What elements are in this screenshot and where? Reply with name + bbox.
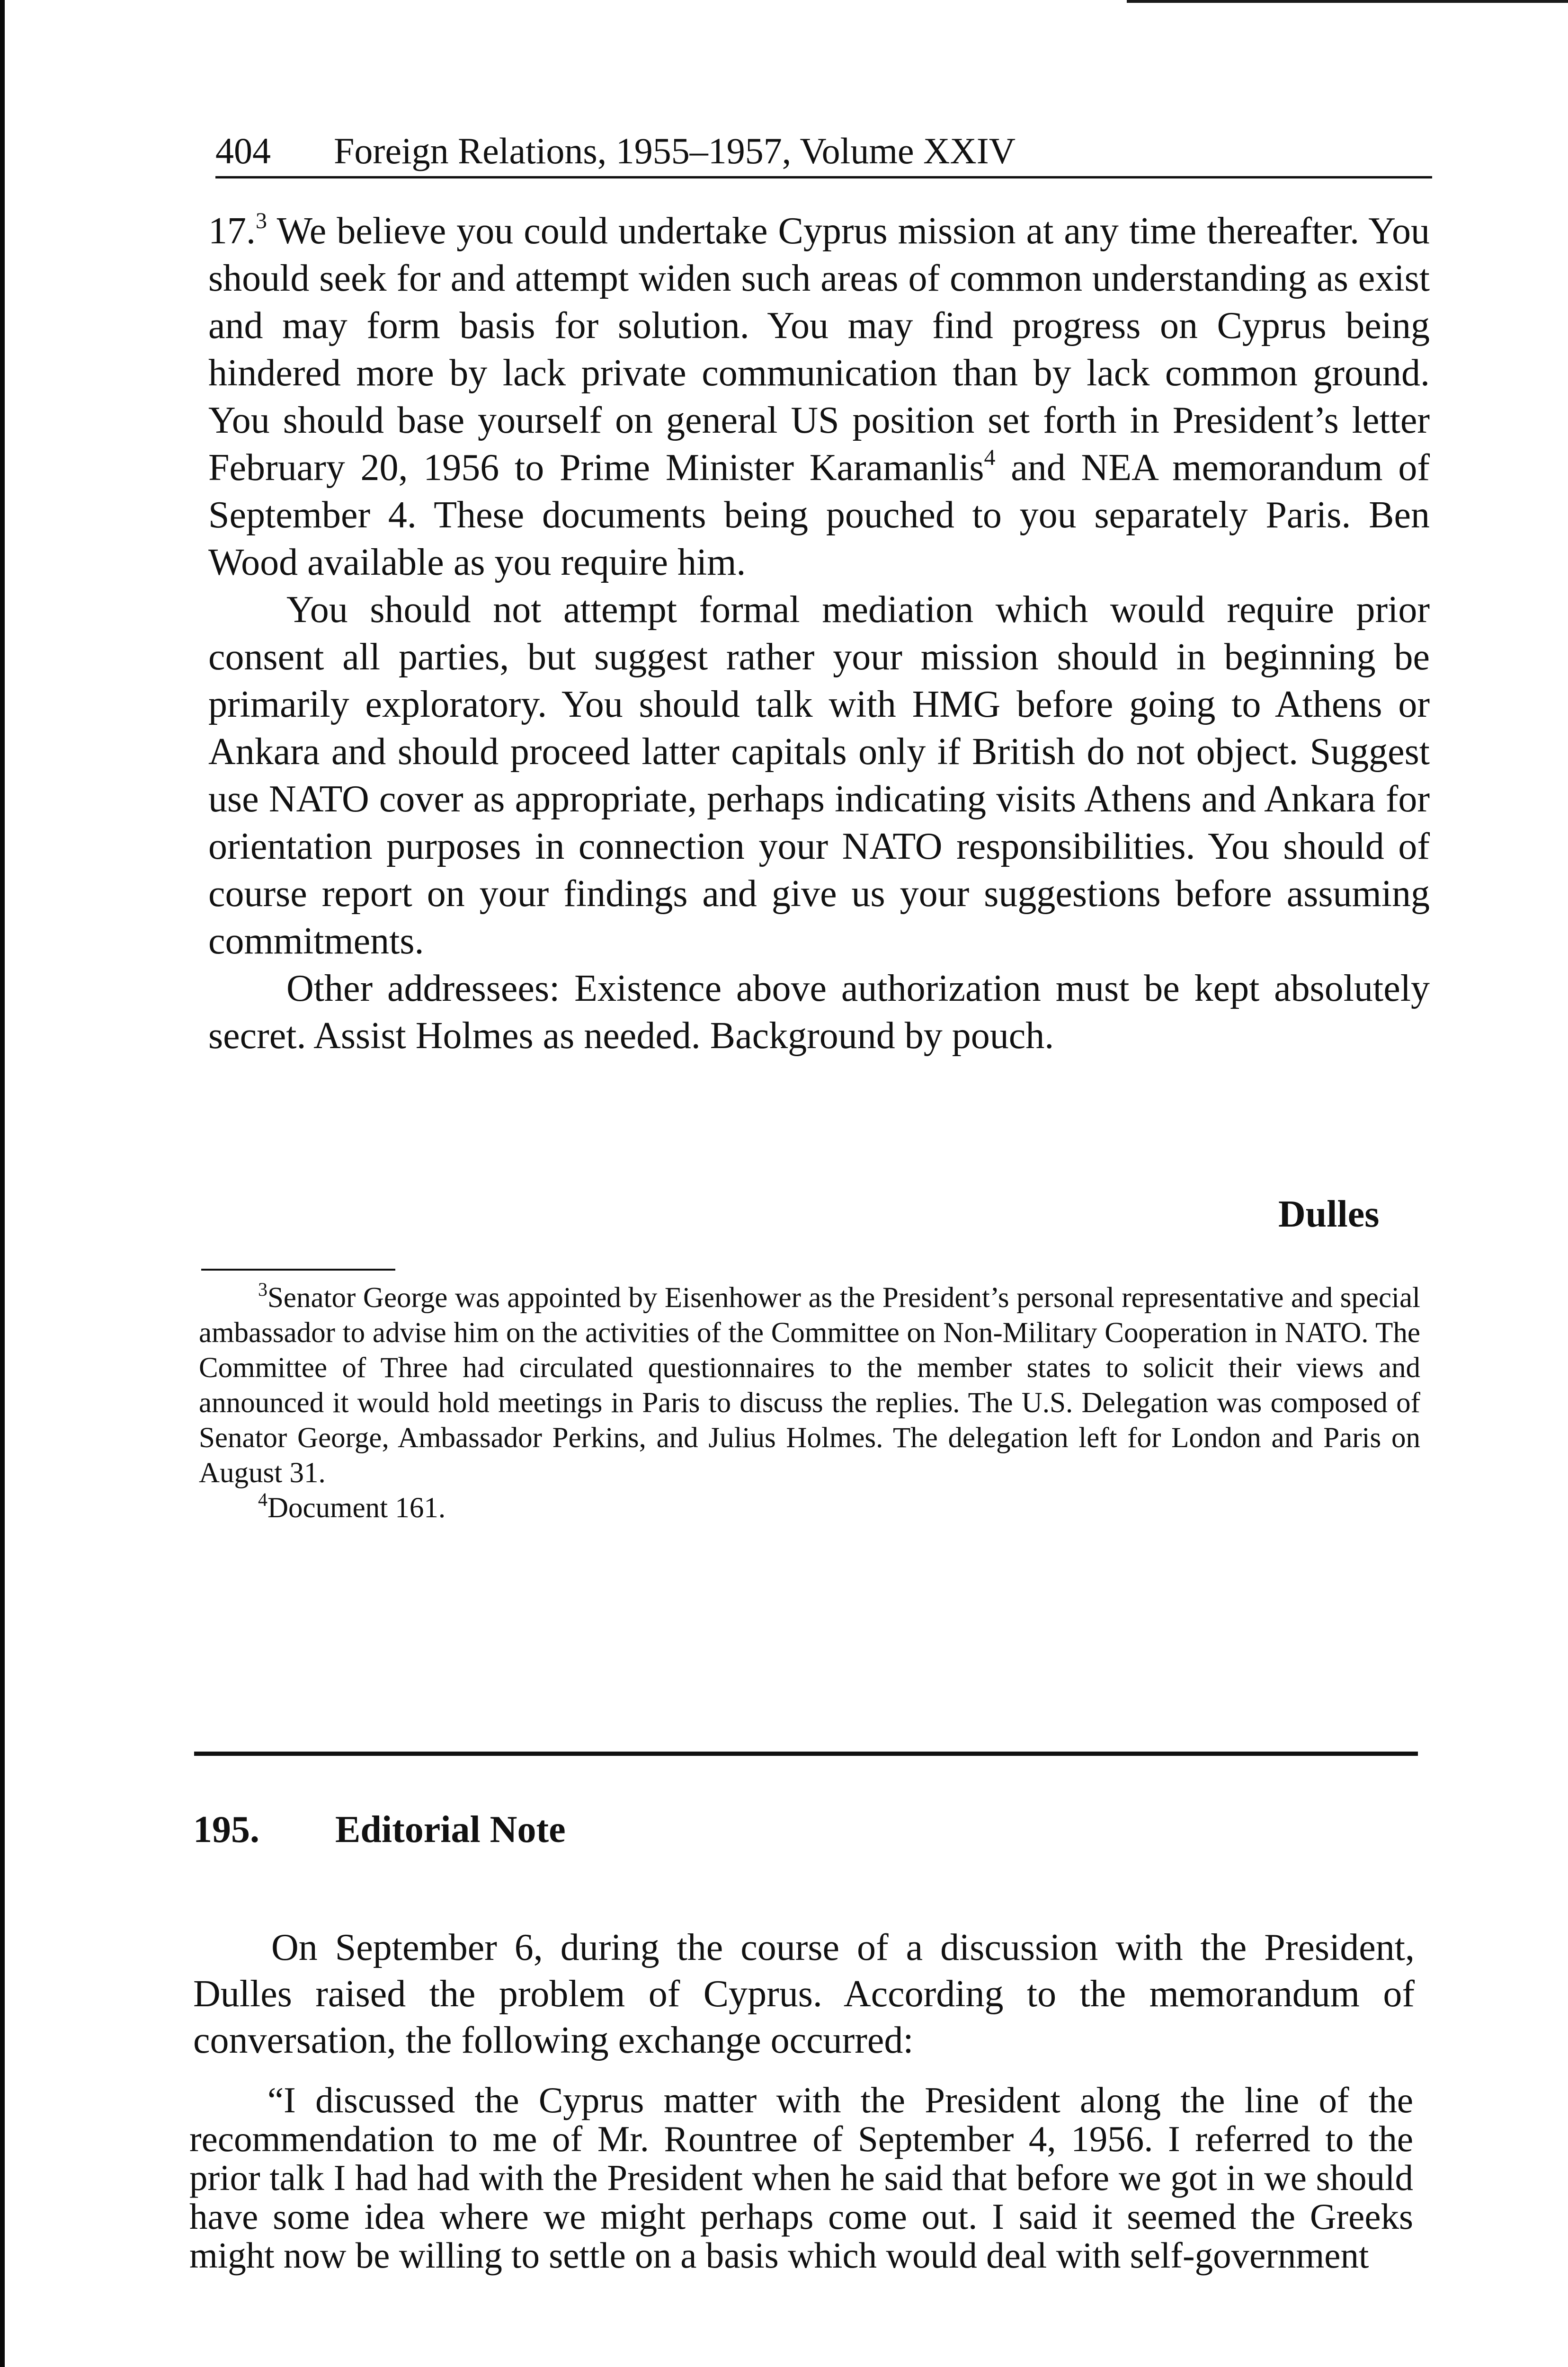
editorial-note-quote [189, 2081, 1413, 2275]
running-head [215, 124, 1432, 181]
footnote-rule [201, 1269, 395, 1271]
scan-edge-left [0, 0, 5, 2367]
section-number: 195. [193, 1809, 259, 1851]
body-paragraph-1-text-a: We believe you could undertake Cyprus mission at any time thereafter. You should seek for and attempt widen such areas of common understanding as exist and may form basis for solution. You may find progress on Cyprus being hindered more by lack private communication than by lack common ground. You should base yourself on general US position set forth in President’s letter February 20, 1956 to Prime Minister Karamanlis [208, 210, 1430, 489]
volume-title: Foreign Relations, 1955–1957, Volume XXIV [334, 130, 1016, 171]
editorial-note-text [193, 1924, 1415, 2064]
body-paragraph-1-text-b: and NEA memorandum of September 4. These documents being pouched to you separately Paris. Ben Wood available as you require him. [208, 447, 1430, 583]
editorial-note-paragraph: On September 6, during the course of a discussion with the President, Dulles raised the problem of Cyprus. According to the memorandum of conversation, the following exchange occurred: [193, 1927, 1415, 2061]
footnote-3 [199, 1281, 1420, 1491]
quote-paragraph: “I discussed the Cyprus matter with the President along the line of the recommendation to me of Mr. Rountree of September 4, 1956. I referred to the prior talk I had had with the President when he said that before we got in we should have some idea where we might perhaps come out. I said it seemed the Greeks might now be willing to settle on a basis which would deal with self-government [189, 2080, 1413, 2276]
body-paragraph-2: You should not attempt formal mediation which would require prior consent all parties, but suggest rather your mission should in beginning be primarily exploratory. You should talk with HMG before going to Athens or Ankara and should proceed latter capitals only if British do not object. Suggest use NATO cover as appropriate, perhaps indicating visits Athens and Ankara for orientation purposes in connection your NATO responsibilities. You should of course report on your findings and give us your suggestions before assuming commitments. [208, 589, 1430, 962]
footnote-3-text: Senator George was appointed by Eisenhower as the President’s personal representative and special ambassador to advise him on the activities of the Committee on Non-Military Cooperation in NATO. The Committee of Three had circulated questionnaires to the member states to solicit their views and announced it would hold meetings in Paris to discuss the replies. The U.S. Delegation was composed of Senator George, Ambassador Perkins, and Julius Holmes. The delegation left for London and Paris on August 31. [199, 1282, 1420, 1489]
signature: Dulles [1278, 1193, 1380, 1235]
header-rule [215, 176, 1432, 178]
telegram-body [208, 207, 1430, 1059]
section-divider [194, 1752, 1418, 1756]
section-title: Editorial Note [335, 1809, 566, 1851]
page-number: 404 [215, 130, 271, 171]
footnote-4 [199, 1491, 1420, 1526]
footnotes [199, 1281, 1420, 1526]
scan-edge-top [1127, 0, 1568, 3]
body-paragraph-1 [208, 207, 1430, 586]
footnote-ref-4: 4 [984, 445, 996, 470]
footnote-4-text: Document 161. [267, 1492, 446, 1524]
body-paragraph-3: Other addressees: Existence above authorization must be kept absolutely secret. Assist Holmes as needed. Background by pouch. [208, 968, 1430, 1057]
footnote-ref-3: 3 [256, 208, 267, 233]
footnote-4-number: 4 [258, 1489, 267, 1510]
item-number: 17. [208, 210, 256, 252]
footnote-3-number: 3 [258, 1279, 267, 1300]
